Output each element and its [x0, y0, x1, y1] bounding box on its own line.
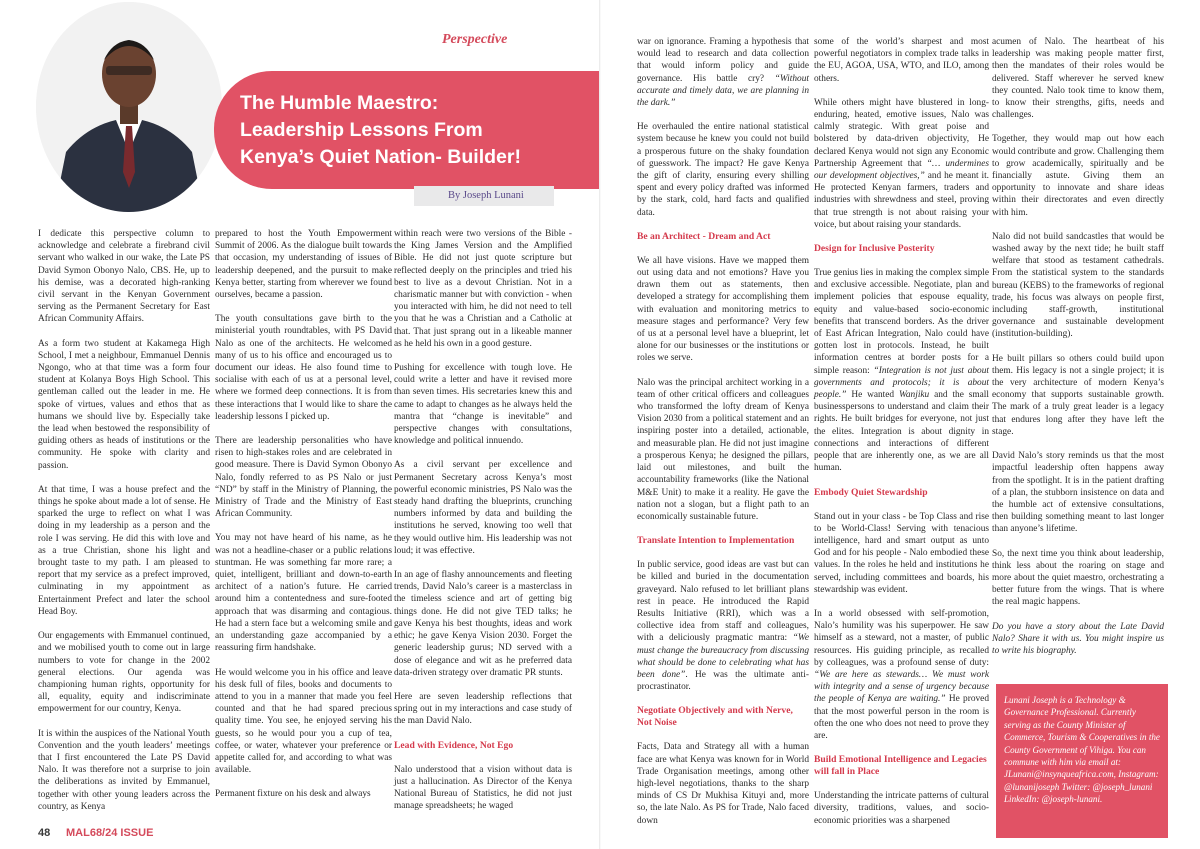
- page-number: 48: [38, 827, 51, 839]
- subheading: Embody Quiet Stewardship: [814, 486, 928, 498]
- paragraph: In a world obsessed with self-promotion, Nalo’s humility was his superpower. He saw himself as a steward, not a master, of public resources. His guiding principle, as recalled by colleagues, was a profound sense of duty: “We are here as stewards… We must work with integrity and a sense of urgency because the people of Kenya are waiting.” He proved that the most powerful person in the room is often the one who does not need to prove they are.: [814, 608, 989, 741]
- subheading: Translate Intention to Implementation: [637, 535, 795, 547]
- paragraph: Here are seven leadership reflections that spring out in my interactions and case study of the man David Nalo.: [394, 691, 572, 727]
- paragraph: Together, they would map out how each would contribute and grow. Challenging them to grow academically, spiritually and be financially astute. Giving them an opportunity to innovate and share ideas within their directorates and even directly with him.: [992, 134, 1164, 218]
- paragraph: Nalo did not build sandcastles that would be washed away by the next tide; he built staff welfare that stood as testament cathedrals. From the statistical system to the standards bureau (KEBS) to the frameworks of regional trade, his focus was always on people first, including staff-growth, institutional governance and sustainable development (institution-building).: [992, 231, 1164, 340]
- paragraph: So, the next time you think about leadership, think less about the roaring on stage and more about the quiet maestro, orchestrating a better future from the wings. That is where the real magic happens.: [992, 548, 1164, 608]
- paragraph: Nalo understood that a vision without data is just a hallucination. As Director of the Kenya National Bureau of Statistics, he did not just manage spreadsheets; he waged: [394, 764, 572, 812]
- portrait-illustration: [36, 2, 222, 212]
- column-1: [38, 228, 210, 813]
- subheading: Be an Architect - Dream and Act: [637, 230, 771, 242]
- paragraph: At that time, I was a house prefect and the things he spoke about made a lot of sense. He sparked the urge to reflect on what I was doing in my leadership as a person and the role I was serving. He did this with love and as a true Christian, shone his light and brought taste to my path. I am pleased to report that my service as a prefect improved, culminating in my appointment as Entertainment Prefect and later the school Head Boy.: [38, 484, 210, 617]
- paragraph: As a form two student at Kakamega High School, I met a neighbour, Emmanuel Dennis Ngongo, who at that time was a form four student at Kolanya Boys High School. This gentleman called out the leader in me. He spoke of virtues, values and ethos that as humans we should live by. Especially take the lead when bestowed the responsibility of guiding others as heads of institutions or the community. He spoke with clarity and passion.: [38, 338, 210, 471]
- paragraph: You may not have heard of his name, as he was not a headline-chaser or a public relations stuntman. He was something far more rare; a quiet, intelligent, brilliant and down-to-earth architect of a nation’s future. He carried around him a contentedness and sure-footed approach that was disarming and contagious. He had a stern face but a welcoming smile and an understanding gaze accompanied by a reassuring firm handshake.: [215, 533, 392, 654]
- paragraph: Understanding the intricate patterns of cultural diversity, traditions, values, and socio-economic priorities was a sharpened: [814, 791, 989, 826]
- paragraph: acumen of Nalo. The heartbeat of his leadership was making people matter first, then the mandates of their roles would be delivered. Staff wherever he served knew they counted. Nalo took time to know them, to know their strengths, gifts, needs and challenges.: [992, 37, 1164, 121]
- paragraph: He built pillars so others could build upon them. His legacy is not a single project; it is the very architecture of modern Kenya’s economy that supports sustainable growth. The mark of a truly great leader is a legacy that endures long after they have left the stage.: [992, 353, 1164, 437]
- paragraph: Pushing for excellence with tough love. He could write a letter and have it revised more than seven times. His secretaries knew this and came to adapt to changes as he always held the mantra that “change is inevitable” and perspective changes with consultations, knowledge and political innuendo.: [394, 363, 572, 447]
- paragraph: He overhauled the entire national statistical system because he knew you could not build a prosperous future on the shaky foundation of guesswork. The impact? He gave Kenya the gift of clarity, ensuring every shilling spent and every policy drafted was informed by the stark, cold, hard facts and qualified data.: [637, 122, 809, 218]
- paragraph: In an age of flashy announcements and fleeting trends, David Nalo’s career is a masterclass in the timeless science and art of getting big things done. He did not give TED talks; he gave Kenya his best thoughts, ideas and work ethic; he gave Kenya Vision 2030. Forget the generic leadership gurus; ND served with a dose of elegance and wit as he preferred data data-driven strategy over dramatic PR stunts.: [394, 570, 572, 678]
- paragraph: I dedicate this perspective column to acknowledge and celebrate a firebrand civil servant who walked in our wake, the Late PS David Symon Obonyo Nalo, CBS. He, up to his demise, was a decorated high-ranking civil servant in the Kenyan Government serving as the Permanent Secretary for East African Community Affairs.: [38, 229, 210, 325]
- byline: By Joseph Lunani: [414, 186, 554, 206]
- paragraph: within reach were two versions of the Bible - the King James Version and the Amplified Bible. He did not just quote scripture but reflected deeply on the principles and tried his best to live as a devout Christian. Not in a charismatic manner but with conviction - when you interacted with him, he did not need to tell you that he was a Christian and a Catholic at that. That just sprang out in a likeable manner as he held his own in a good gesture.: [394, 229, 572, 349]
- paragraph: Facts, Data and Strategy all with a human face are what Kenya was known for in World Trade Organisation meetings, among other high-level negotiations, thanks to the sharp minds of CS Dr Mukhisa Kituyi and, more so, the late Nalo. As PS for Trade, Nalo faced down: [637, 742, 809, 826]
- paragraph: He would welcome you in his office and leave his desk full of files, books and documents to attend to you in a manner that made you feel counted and that he had spared precious quality time. You see, he enjoyed serving his guests, so he would pour you a cup of tea, coffee, or water, whatever your preference or appetite called for, and according to what was available.: [215, 667, 392, 776]
- subheading: Build Emotional Intelligence and Legacies will fall in Place: [814, 754, 987, 778]
- paragraph: Our engagements with Emmanuel continued, and we mobilised youth to come out in large numbers to vote for change in the 2002 general elections. Our agenda was championing human rights, opportunity for all, equality, equity and indiscriminate empowerment for our country, Kenya.: [38, 631, 210, 715]
- paragraph: war on ignorance. Framing a hypothesis that would lead to research and data collection that would inform policy and guide governance. His battle cry? “Without accurate and timely data, we are planning in the dark.”: [637, 37, 809, 109]
- headline: [240, 90, 595, 171]
- paragraph: some of the world’s sharpest and most powerful negotiators in complex trade talks in the EU, AGOA, USA, WTO, and ILO, among others.: [814, 37, 989, 84]
- paragraph: There are leadership personalities who have risen to high-stakes roles and are celebrated in good measure. There is David Symon Obonyo Nalo, fondly referred to as PS Nalo or just “ND” by staff in the Ministry of Planning, the Ministry of Trade and the Ministry of East African Community.: [215, 436, 392, 520]
- paragraph: Nalo was the principal architect working in a team of other critical officers and colleagues who transformed the lofty dream of Kenya Vision 2030 from a political statement and an inspiring poster into a detailed, actionable, and measurable plan. He did not just imagine a prosperous Kenya; he designed the pillars, laid out milestones, and built the accountability frameworks (like the National M&E Unit) to make it a reality. He gave the nation not a slogan, but a flight path to an economically sustainable future.: [637, 377, 809, 522]
- page-spine: [599, 0, 601, 849]
- paragraph: The youth consultations gave birth to the ministerial youth roundtables, with PS David Nalo as one of the architects. He welcomed many of us to his office and encouraged us to document our ideas. He also found time to socialise with each of us at a personal level, where we formed deep connections. It is from these interactions that I would like to share the leadership lessons I picked up.: [215, 314, 392, 422]
- paragraph: True genius lies in making the complex simple and exclusive accessible. Negotiate, plan and implement policies that espouse equality, equity and value-based socio-economic benefits that transcend borders. As the driver of East African Integration, Nalo could have gotten lost in protocols. Instead, he built information centres at border posts for a simple reason: “Integration is not just about governments and protocols; it is about people.” He wanted Wanjiku and the small businesspersons to understand and claim their rights. He built bridges for everyone, not just the elites. Integration is about dignity in connections and interactions of different people that are inherently one, as we are all human.: [814, 268, 989, 474]
- subheading: Design for Inclusive Posterity: [814, 243, 935, 255]
- paragraph: While others might have blustered in long-enduring, heated, emotive issues, Nalo was calmly strategic. With great poise and bolstered by data-driven objectivity, He declared Kenya would not sign any Economic Partnership Agreement that “… undermines our development objectives,” and he meant it. He protected Kenyan farmers, traders and industries with shrewdness and steel, proving that true strength is not about raising your voice, but about raising your standards.: [814, 97, 990, 230]
- column-3: [394, 228, 572, 812]
- headline-line-3: Kenya’s Quiet Nation- Builder!: [240, 146, 521, 168]
- author-portrait: [36, 2, 222, 212]
- headline-line-2: Leadership Lessons From: [240, 119, 483, 141]
- column-2: [215, 228, 392, 801]
- column-6: [992, 36, 1164, 657]
- issue-label: MAL68/24 ISSUE: [66, 827, 154, 839]
- headline-line-1: The Humble Maestro:: [240, 92, 439, 114]
- column-5: [814, 36, 989, 827]
- column-4: [637, 36, 809, 827]
- subheading: Negotiate Objectively and with Nerve, Not Noise: [637, 705, 793, 729]
- section-tag: Perspective: [442, 32, 508, 47]
- paragraph: As a civil servant per excellence and Permanent Secretary across Kenya’s most powerful economic ministries, PS Nalo was the steady hand drafting the blueprints, crunching numbers informed by data and building the institutions he served, knowing too well that they would outlive him. His leadership was not loud; it was effective.: [394, 460, 572, 556]
- paragraph: prepared to host the Youth Empowerment Summit of 2006. As the dialogue built towards that occasion, my understanding of issues of leadership deepened, and the pursuit to make Kenya better, starting from wherever we found ourselves, became a passion.: [215, 229, 392, 301]
- paragraph: In public service, good ideas are vast but can be killed and buried in the documentation graveyard. Nalo refused to let brilliant plans rest in peace. He introduced the Rapid Results Initiative (RRI), which was a collective idea from staff and colleagues, with a deliciously pragmatic mantra: “We must change the bureaucracy from discussing what should be done to celebrating what has been done”. He was the ultimate anti-procrastinator.: [637, 560, 809, 693]
- paragraph: Stand out in your class - be Top Class and rise to be World-Class! Serving with tenacious intelligence, hard and smart output as unto God and for his people - Nalo embodied these values. In the roles he held and institutions he served, including committees and boards, his stewardship was evident.: [814, 511, 989, 595]
- author-bio-box: Lunani Joseph is a Technology & Governance Professional. Currently serving as the County Minister of Commerce, Tourism & Cooperatives in the County Government of Vihiga. You can commune with him via email at: JLunani@insynqueafrica.com, Instagram: @lunanijoseph Twitter: @joseph_lunani LinkedIn: @joseph-lunani.: [996, 684, 1168, 838]
- subheading: Lead with Evidence, Not Ego: [394, 739, 514, 751]
- closing-callout: Do you have a story about the Late David Nalo? Share it with us. You might inspire us to write his biography.: [992, 621, 1164, 656]
- paragraph: We all have visions. Have we mapped them out using data and not emotions? Have you drawn them out as statements, then developed a strategy for accomplishing them with evaluation and monitoring metrics to measure stages and performance? Very few of us at a personal level have a blueprint, let alone for our businesses or the institutions or roles we serve.: [637, 255, 809, 364]
- paragraph: Permanent fixture on his desk and always: [215, 789, 371, 800]
- paragraph: David Nalo’s story reminds us that the most impactful leadership often happens away from the spotlight. It is in the patient drafting of a plan, the stubborn insistence on data and the humble act of extensive consultations, then building something meant to last longer than anyone’s lifetime.: [992, 451, 1164, 535]
- paragraph: It is within the auspices of the National Youth Convention and the youth leaders’ meetings that I first encountered the Late PS David Nalo. It was therefore not a surprise to join the deliberations as invited by Emmanuel, together with other young leaders across the country, as Kenya: [38, 728, 210, 812]
